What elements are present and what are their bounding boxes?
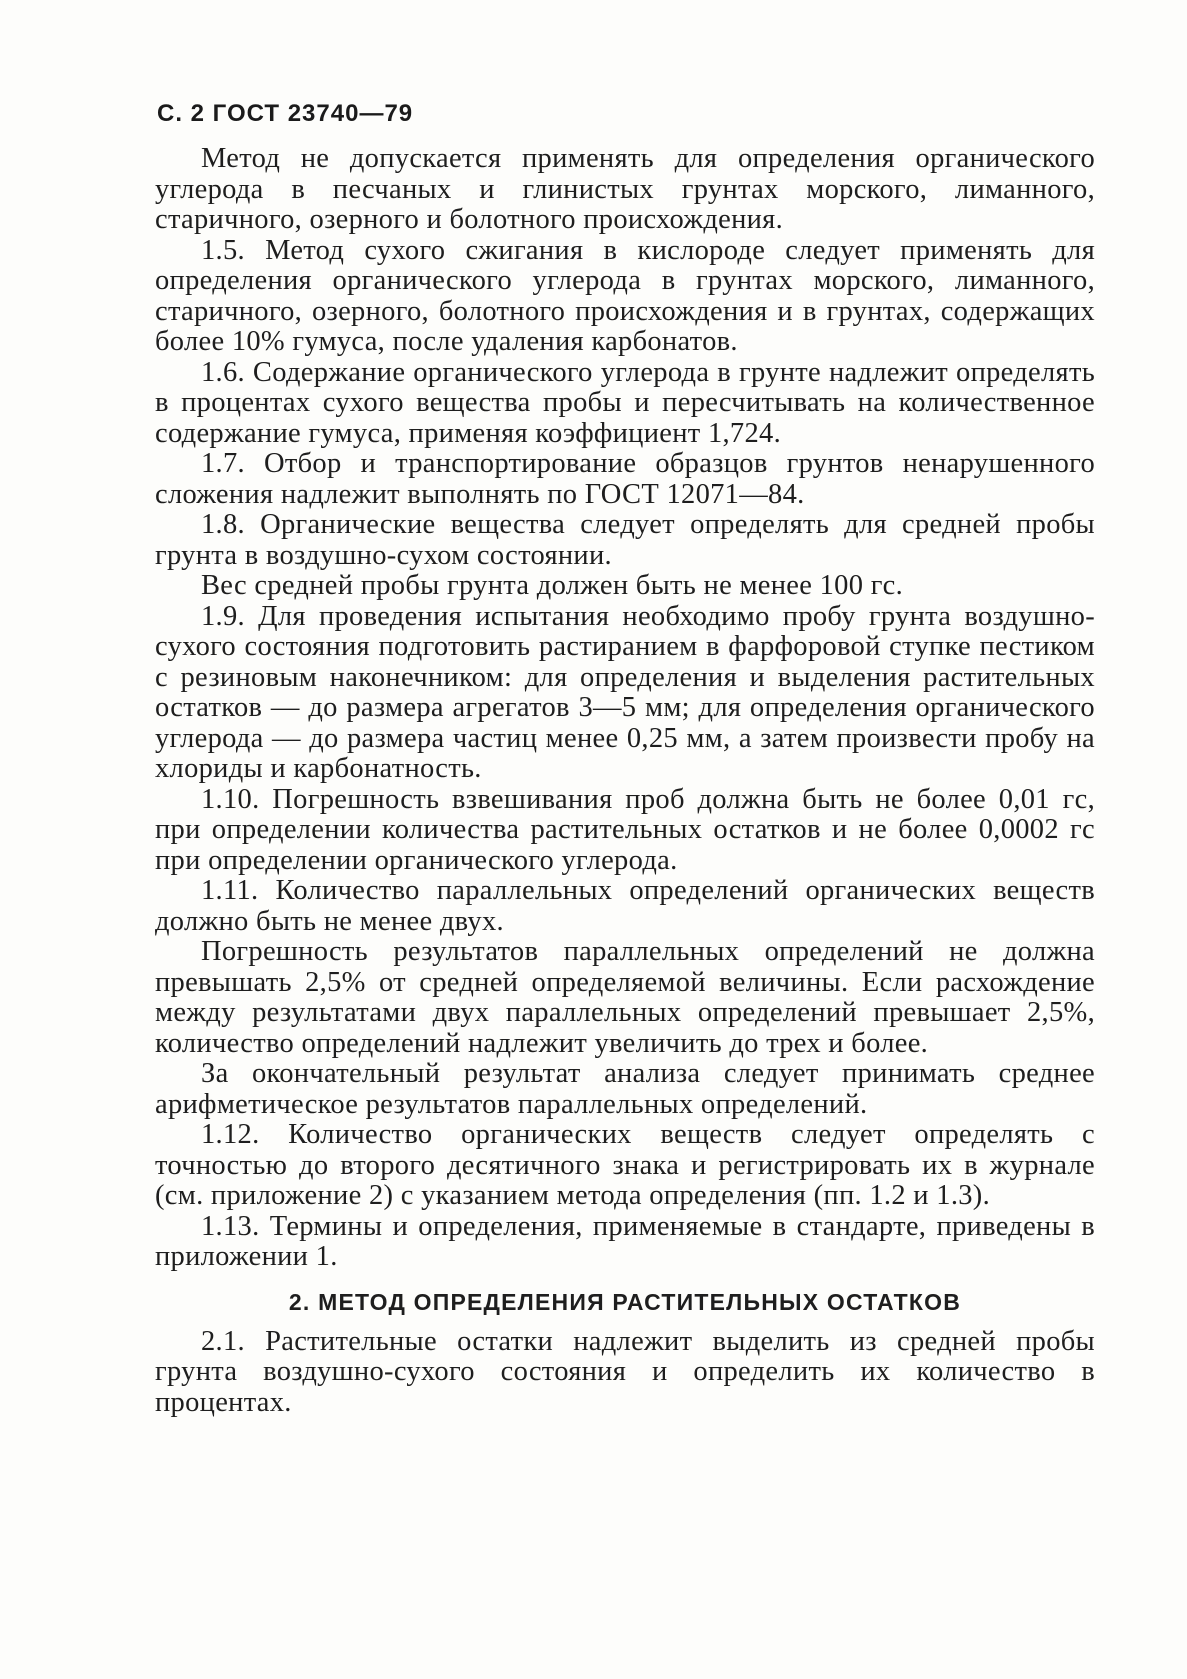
paragraph-1-11: 1.11. Количество параллельных определений органических веществ должно быть не менее двух. bbox=[155, 875, 1095, 937]
paragraph-1-8: 1.8. Органические вещества следует определять для средней пробы грунта в воздушно-сухом состоянии. bbox=[155, 509, 1095, 571]
paragraph-2-1: 2.1. Растительные остатки надлежит выделить из средней пробы грунта воздушно-сухого состояния и определить их количество в процентах. bbox=[155, 1325, 1095, 1418]
paragraph-1-12: 1.12. Количество органических веществ следует определять с точностью до второго десятичного знака и регистрировать их в журнале (см. приложение 2) с указанием метода определения (пп. 1.2 и 1.3). bbox=[155, 1119, 1095, 1211]
page-header: С. 2 ГОСТ 23740—79 bbox=[157, 100, 414, 127]
body-text bbox=[155, 144, 1095, 1418]
paragraph-1-11-error: Погрешность результатов параллельных определений не должна превышать 2,5% от средней определяемой величины. Если расхождение между результатами двух параллельных определений превышает 2,5%, количество определений надлежит увеличить до трех и более. bbox=[155, 936, 1095, 1059]
paragraph-1-8-weight: Вес средней пробы грунта должен быть не менее 100 гс. bbox=[201, 570, 904, 601]
paragraph-1-9: 1.9. Для проведения испытания необходимо пробу грунта воздушно-сухого состояния подготовить растиранием в фарфоровой ступке пестиком с резиновым наконечником: для определения и выделения растительных остатков — до размера агрегатов 3—5 мм; для определения органического углерода — до размера частиц менее 0,25 мм, а затем произвести пробу на хлориды и карбонатность. bbox=[155, 600, 1095, 784]
paragraph-1-7: 1.7. Отбор и транспортирование образцов грунтов ненарушенного сложения надлежит выполнять по ГОСТ 12071—84. bbox=[155, 448, 1095, 510]
section-heading: 2. МЕТОД ОПРЕДЕЛЕНИЯ РАСТИТЕЛЬНЫХ ОСТАТКОВ bbox=[288, 1288, 962, 1315]
paragraph-1-11-result: За окончательный результат анализа следует принимать среднее арифметическое результатов параллельных определений. bbox=[155, 1058, 1095, 1120]
paragraph-1-10: 1.10. Погрешность взвешивания проб должна быть не более 0,01 гс, при определении количества растительных остатков и не более 0,0002 гс при определении органического углерода. bbox=[155, 783, 1095, 876]
paragraph-1-13: 1.13. Термины и определения, применяемые в стандарте, приведены в приложении 1. bbox=[155, 1210, 1095, 1272]
paragraph-1-6: 1.6. Содержание органического углерода в грунте надлежит определять в процентах сухого вещества пробы и пересчитывать на количественное содержание гумуса, применяя коэффициент 1,724. bbox=[155, 356, 1095, 449]
paragraph-1-4-cont: Метод не допускается применять для определения органического углерода в песчаных и глинистых грунтах морского, лиманного, старичного, озерного и болотного происхождения. bbox=[155, 143, 1095, 235]
paragraph-1-5: 1.5. Метод сухого сжигания в кислороде следует применять для определения органического углерода в грунтах морского, лиманного, старичного, озерного, болотного происхождения и в грунтах, содержащих более 10% гумуса, после удаления карбонатов. bbox=[155, 234, 1095, 357]
